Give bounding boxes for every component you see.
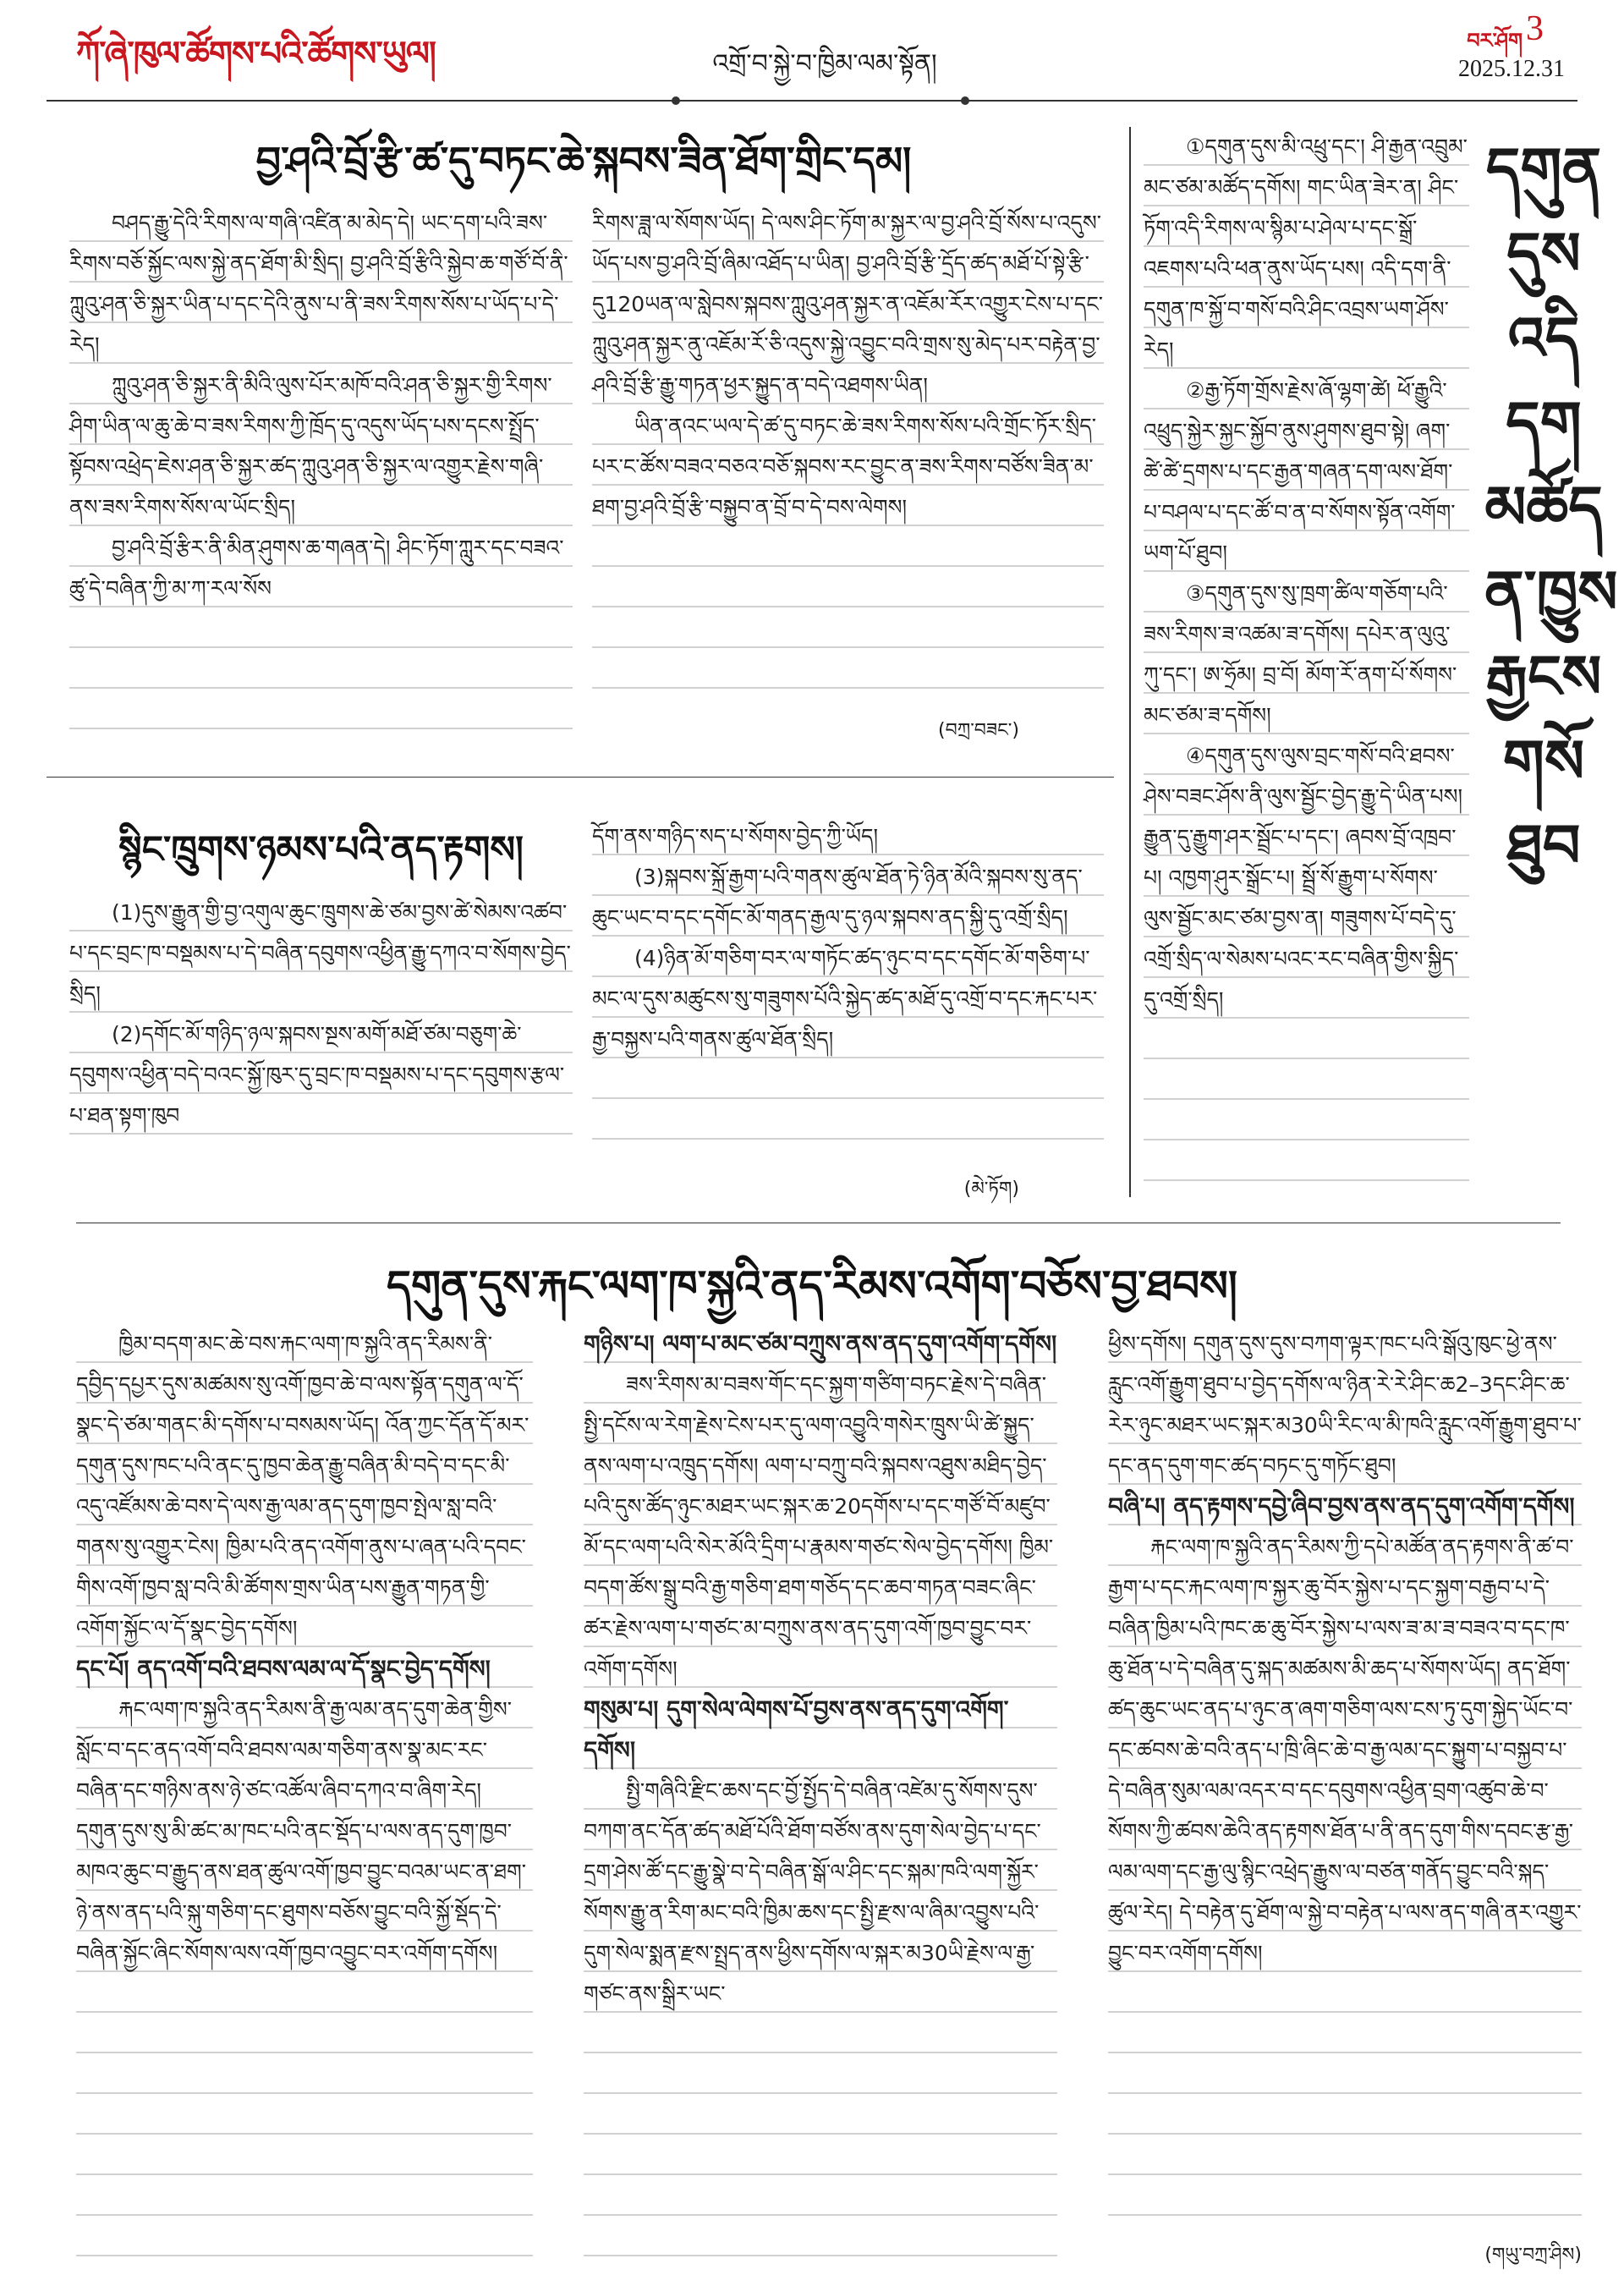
sidebar-body (1144, 127, 1469, 1193)
sidebar-title-line: དག (1506, 388, 1582, 458)
issue-date: 2025.12.31 (1458, 56, 1565, 82)
article2-paragraph: (2)དགོང་མོ་གཉིད་ཉལ་སྐབས་སྔས་མགོ་མཐོ་ཙམ་བཅུག་ཆེ་དབུགས་འཕྱིན་བདེ་བའང་སྐྱོ་ཁུར་དུ་བྲང་ཁ་བསྡམས་པ་དང་དབུགས་རྩལ་པ་ཐན་སྟག་ཁུབ (69, 1022, 565, 1128)
article1-paragraph: ཡིན་ནའང་ཡལ་དེ་ཚ་དུ་བཏང་ཆེ་ཟས་རིགས་སོས་པའི་གྲོང་ཏོར་སྲིད་པར་ང་ཚོས་བཟའ་བཅའ་བཅོ་སྐབས་རང་བྱུང་ན་ཟས་རིགས་བཙོས་ཟིན་མ་ཐག་བྱ་ཤའི་བྲོ་རྩི་བསྐྱུབ་ན་བྲོ་བ་དེ་བས་ལེགས། (592, 414, 1096, 519)
article2-paragraph: (3)སྐབས་སྐྲོ་རྒྱག་པའི་གནས་ཚུལ་ཐོན་ཏེ་ཉིན་མོའི་སྐབས་སུ་ནད་ཆུང་ཡང་བ་དང་དགོང་མོ་གནད་རྒྱལ་དུ་ཉལ་སྐབས་ནད་སྐྱི་དུ་འགྲོ་སྲིད། (592, 865, 1083, 930)
masthead-paper-name: ཀོ་ཞེ་ཁུལ་ཚོགས་པའི་ཚོགས་ཡུལ། (76, 35, 436, 74)
issue-label: བར་ཤོག (1467, 29, 1522, 52)
sidebar-title-line: མཚོད (1484, 473, 1603, 542)
sidebar-divider (1129, 127, 1131, 1197)
sidebar-vertical-title (1484, 127, 1618, 888)
article3-subheading: དང་པོ། ནད་འགོ་བའི་ཐབས་ལམ་ལ་དོ་སྣང་བྱེད་དགོས། (76, 1655, 491, 1683)
sidebar-paragraph: ③དགུན་དུས་སུ་ཁྲག་ཚིལ་གཅོག་པའི་ཟས་རིགས་ཟ་འཚམ་ཟ་དགོས། དཔེར་ན་ལུའུ་ཀུ་དང་། ཨ་ཧྲོམ། བྲ་བོ། མོག་རོ་ནག་པོ་སོགས་མང་ཙམ་ཟ་དགོས། (1144, 581, 1457, 728)
article3-subheading: གསུམ་པ། དུག་སེལ་ལེགས་པོ་བྱས་ནས་ནད་དུག་འགོག་དགོས། (584, 1695, 1009, 1764)
article3-column-1 (76, 1324, 533, 2263)
article3-paragraph: རྐང་ལག་ཁ་སྐྱའི་ནད་རིམས་ཀྱི་དཔེ་མཚོན་ནད་རྟགས་ནི་ཚ་བ་རྒྱག་པ་དང་རྐང་ལག་ཁ་སྐྱར་ཆུ་བོར་སྐྱེས་པ་དང་སྐྱག་བརྒྱབ་པ་དེ་བཞིན་ཁྱིམ་པའི་ཁང་ཆ་ཆུ་བོར་སྐྱེས་པ་ལས་ཟ་མ་ཟ་བཟའ་བ་དང་ཁ་ཆུ་ཐོན་པ་དེ་བཞིན་དུ་སྐད་མཚམས་མི་ཆད་པ་སོགས་ཡོད། ནད་ཐོག་ཚད་ཆུང་ཡང་ནད་པ་ཉུང་ན་ཞག་གཅིག་ལས་ངས་ཏུ་དུག་སྐྱེད་ཡོང་བ་དང་ཚབས་ཆེ་བའི་ནད་པ་ཁྲི་ཞིང་ཆེ་བ་རྒྱ་ལམ་དང་སྐྱུག་པ་བསྐྱབ་པ་དེ་བཞིན་སུམ་ལམ་འདར་བ་དང་དབུགས་འཕྱིན་བྲག་འཚུབ་ཆེ་བ་སོགས་ཀྱི་ཚབས་ཆེའི་ནད་རྟགས་ཐོན་པ་ནི་ནད་དུག་གིས་དབང་རྩ་རྒྱ་ལམ་ལག་དང་རྒྱ་ལུ་སྙིང་འཕྲེད་རྒྱུས་ལ་བཙན་གནོད་བྱུང་བའི་སྐད་ཚུལ་རེད། དེ་བརྟེན་དུ་ཐོག་ལ་སྐྱེ་བ་བརྟེན་པ་ལས་ནད་གཞི་ནར་འགྱུར་བྱུང་བར་འགོག་དགོས། (1108, 1535, 1582, 1965)
article2-column-1 (69, 893, 573, 1163)
article2-paragraph: (4)ཉིན་མོ་གཅིག་བར་ལ་གཏོང་ཚད་ཉུང་བ་དང་དགོང་མོ་གཅིག་པ་མང་ལ་དུས་མཚུངས་སུ་གཟུགས་པོའི་སྐྱེད་ཚད་མཐོ་དུ་འགྲོ་བ་དང་རྐང་པར་རྒྱ་བསྐྱས་པའི་གནས་ཚུལ་ཐོན་སྲིད། (592, 946, 1098, 1052)
article1-paragraph: རིགས་ཟླ་ལ་སོགས་ཡོད། དེ་ལས་ཤིང་ཏོག་མ་སྐྱར་ལ་བྱ་ཤའི་བྲོ་སོས་པ་འདུས་ཡོད་པས་བྱ་ཤའི་བྲོ་ཞིམ་འཐོད་པ་ཡིན། བྱ་ཤའི་བྲོ་རྩི་དྲོད་ཚད་མཐོ་པོ་སྟེ་རྩི་དུ120ཡན་ལ་སླེབས་སྐབས་ཀླུའུ་ཤན་སྐྱར་ན་འཇོམ་རོར་འགྱུར་ངེས་པ་དང་ཀླུའུ་ཤན་སྐྱར་ནུ་འཇོམ་རོ་ཅི་འདུས་སྐྱེ་འབྱུང་བའི་གྲས་སུ་མེད་པར་བརྟེན་བྱ་ཤའི་བྲོ་རྩི་རྒྱུ་གཏན་ཕྱར་སྐྱུད་ན་བདེ་འཐགས་ཡིན། (592, 211, 1103, 398)
article1-byline: (བཀྲ་བཟང་) (938, 720, 1019, 741)
sidebar-title-line: རྒྱངས (1485, 642, 1602, 712)
article3-column-3 (1108, 1324, 1582, 2225)
masthead-rule-dot-right (961, 96, 969, 105)
article1-bottom-rule (47, 777, 1114, 778)
article1-column-2 (592, 203, 1104, 702)
article2-byline: (མེ་ཏོག) (963, 1179, 1019, 1200)
sidebar-title-line: ན་ཁྱུས (1484, 558, 1618, 627)
article3-paragraph: རྐང་ལག་ཁ་སྐྱའི་ནད་རིམས་ནི་རྒྱ་ལམ་ནད་དུག་ཆེན་གྱིས་སློང་བ་དང་ནད་འགོ་བའི་ཐབས་ལམ་གཅིག་ནས་སྣ་མང་རང་བཞིན་དང་གཉིས་ནས་ཉེ་ཙང་འཚོལ་ཞིབ་དཀའ་བ་ཞིག་རེད། དགུན་དུས་སུ་མི་ཚང་མ་ཁང་པའི་ནང་སྡོད་པ་ལས་ནད་དུག་ཁྱབ་མཁའ་ཆུང་བ་རྒྱུད་ནས་ཐན་ཚུལ་འགོ་ཁྱབ་བྱུང་བའམ་ཡང་ན་ཐག་ཉེ་ནས་ནད་པའི་སྐུ་གཅིག་དང་ཐུགས་བཅོས་བྱུང་བའི་སྐྱོ་སྡོད་དེ་བཞིན་སྐྱོང་ཞིང་སོགས་ལས་འགོ་ཁྱབ་འབྱུང་བར་འགོག་དགོས། (76, 1697, 526, 1965)
sidebar-title-line: དུས (1506, 219, 1581, 288)
sidebar-paragraph: ①དགུན་དུས་མི་འཕྲུ་དང་། ཤི་རྒྱན་འབྲུམ་མང་ཙམ་མཚོད་དགོས། གང་ཡིན་ཟེར་ན། ཤིང་ཏོག་འདི་རིགས་ལ་སྙིམ་པ་ཤེལ་པ་དང་སྒྲོ་འཇགས་པའི་ཕན་ནུས་ཡོད་པས། འདི་དག་ནི་དགུན་ཁ་སྐྱོ་བ་གསོ་བའི་ཤིང་འབྲས་ཡག་ཤོས་རེད། (1144, 135, 1468, 362)
article3-paragraph: ཕྱིས་དགོས། དགུན་དུས་དུས་བཀག་ལྟར་ཁང་པའི་སྒོའུ་ཁུང་ཕྱེ་ནས་རླུང་འགོ་རྒྱུག་ཐུབ་པ་བྱེད་དགོས་ལ་ཉིན་རེ་རེ་ཤིང་ཆ2–3དང་ཤིང་ཆ་རེར་ཉུང་མཐར་ཡང་སྐར་མ30ཡི་རིང་ལ་མི་ཁའི་རླུང་འགོ་རྒྱུག་ཐུབ་པ་དང་ནད་དུག་གང་ཚད་བཏང་དུ་གཏོང་ཐུབ། (1108, 1332, 1582, 1478)
article3-headline: དགུན་དུས་རྐང་ལག་ཁ་སྐྱའི་ནད་རིམས་འགོག་བཅོས་བྱ་ཐབས། (387, 1261, 1237, 1311)
article3-subheading: གཉིས་པ། ལག་པ་མང་ཙམ་བཀྲུས་ནས་ནད་དུག་འགོག་དགོས། (584, 1330, 1057, 1358)
sidebar-title-line: གསོ (1502, 727, 1585, 796)
article3-subheading: བཞི་པ། ནད་རྟགས་དབྱེ་ཞིབ་བྱས་ནས་ནད་དུག་འགོག་དགོས། (1108, 1492, 1575, 1520)
masthead-section: འགྲོ་བ་སྐྱེ་བ་ཁྱིམ་ལམ་སྟོན། (712, 49, 937, 79)
article3-column-2 (584, 1324, 1057, 2263)
article3-byline: (གཡུ་བཀྲ་ཤིས) (1484, 2245, 1582, 2266)
article2-paragraph: དོག་ནས་གཉིད་སད་པ་སོགས་བྱེད་ཀྱི་ཡོད། (592, 824, 879, 849)
article1-paragraph: ཀླུའུ་ཤན་ཅི་སྐྱར་ནི་མིའི་ལུས་པོར་མཁོ་བའི་ཤན་ཅི་སྐྱར་གྱི་རིགས་ཤིག་ཡིན་ལ་ཆུ་ཆེ་བ་ཟས་རིགས་ཀྱི་ཁྲོད་དུ་འདུས་ཡོད་པས་དངས་སྤྲོད་སྟོབས་འཕྲེད་ཇེས་ཤན་ཅི་སྐྱར་ཚད་ཀླུའུ་ཤན་ཅི་སྐྱར་ལ་འགྱུར་རྗེས་གཞི་ནས་ཟས་རིགས་སོས་ལ་ཡོང་སྲིད། (69, 373, 552, 519)
article1-paragraph: བཤད་རྒྱུ་དེའི་རིགས་ལ་གཞི་འཛིན་མ་མེད་དེ། ཡང་དག་པའི་ཟས་རིགས་བཅོ་སྐྱོང་ལས་སྐྱེ་ནད་ཐོག་མི་སྲིད། བྱ་ཤའི་བྲོ་རྩིའི་སྐྱེབ་ཆ་གཙོ་བོ་ནི་ཀླུའུ་ཤན་ཅི་སྐྱར་ཡིན་པ་དང་དེའི་ནུས་པ་ནི་ཟས་རིགས་སོས་པ་ཡོད་པ་དེ་རེད། (69, 211, 568, 357)
sidebar-paragraph: ④དགུན་དུས་ལུས་བྲང་གསོ་བའི་ཐབས་ཤེས་བཟང་ཤོས་ནི་ལུས་སྦྱོང་བྱེད་རྒྱུ་དེ་ཡིན་པས། རྒྱུན་དུ་རྒྱུག་ཤར་སྦྲོང་པ་དང་། ཞབས་བྲོ་འཁྲབ་པ། འཁྱག་ཤུར་སྒྲོང་པ། སྦྲོ་སོ་རྒྱུག་པ་སོགས་ལུས་སྦྱོང་མང་ཙམ་བྱས་ན། གཟུགས་པོ་བདེ་དུ་འགྲོ་སྲིད་ལ་སེམས་པའང་རང་བཞིན་གྱིས་སྐྱིད་དུ་འགྲོ་སྲིད། (1144, 744, 1463, 1012)
page-number: 3 (1526, 9, 1544, 48)
sidebar-title-line: འདི (1507, 304, 1580, 373)
article2-paragraph: (1)དུས་རྒྱུན་གྱི་བྱ་འགུལ་ཆུང་ཁྲུགས་ཆེ་ཙམ་བྱས་ཚེ་སེམས་འཚབ་པ་དང་བྲང་ཁ་བསྡམས་པ་དེ་བཞིན་དབུགས་འཕྱིན་རྒྱུ་དཀའ་བ་སོགས་བྱེད་སྲིད། (69, 900, 571, 1006)
sidebar-title-line: དགུན (1485, 135, 1602, 204)
article3-paragraph: ཁྱིམ་བདག་མང་ཆེ་བས་རྐང་ལག་ཁ་སྐྱའི་ནད་རིམས་ནི་དབྱིད་དཔྱར་དུས་མཚམས་སུ་འགོ་ཁྱབ་ཆེ་བ་ལས་སྟོན་དགུན་ལ་དོ་སྣང་དེ་ཙམ་གནང་མི་དགོས་པ་བསམས་ཡོད། འོན་ཀྱང་དོན་དོ་མར་དགུན་དུས་ཁང་པའི་ནང་དུ་ཁྱབ་ཆེན་རྒྱུ་བཞིན་མི་བདེ་བ་དང་མི་འདུ་འཛོམས་ཆེ་བས་དེ་ལས་རྒྱ་ལམ་ནད་དུག་ཁྱབ་སྤེལ་སླ་བའི་གནས་སུ་འགྱུར་ངེས། ཁྱིམ་པའི་ནད་འགོག་ནུས་པ་ཞན་པའི་དབང་གིས་འགོ་ཁྱབ་སླ་བའི་མི་ཚོགས་གྲས་ཡིན་པས་རྒྱུན་གཏན་གྱི་འགོག་སྐྱོང་ལ་དོ་སྣང་བྱེད་དགོས། (76, 1332, 529, 1640)
article3-paragraph: ཟས་རིགས་མ་བཟས་གོང་དང་སྐྱག་གཙིག་བཏང་རྗེས་དེ་བཞིན་སྤྱི་དངོས་ལ་རེག་རྗེས་ངེས་པར་དུ་ལག་འབྱུའི་གསེར་ཁྲུས་ཡི་ཚེ་སྐྱུད་ནས་ལག་པ་འཁྲུད་དགོས། ལག་པ་བཀྲུ་བའི་སྐབས་འཐུས་མཐིད་བྱེད་པའི་དུས་ཚོད་ཉུང་མཐར་ཡང་སྐར་ཆ་20དགོས་པ་དང་གཙོ་བོ་མཛུབ་མོ་དང་ལག་པའི་སེར་མོའི་དྲིག་པ་རྣམས་གཙང་སེལ་བྱེད་དགོས། ཁྱིམ་བདག་ཚོས་སྒྲུ་བའི་རྒྱ་གཅིག་ཐག་གཅོད་དང་ཆབ་གཏན་བཟང་ཞིང་ཚར་རྗེས་ལག་པ་གཙང་མ་བཀྲུས་ནས་ནད་དུག་འགོ་ཁྱབ་བྱུང་བར་འགོག་དགོས། (584, 1372, 1054, 1681)
article1-paragraph: བྱ་ཤའི་བྲོ་རྩིར་ནི་མིན་ཤུགས་ཆ་གཞན་དེ། ཤིང་ཏོག་ཀླུར་དང་བཟའ་ཚུ་དེ་བཞིན་ཀྱི་མ་ཀ་རལ་སོས (69, 536, 564, 601)
masthead-rule-dot-left (672, 96, 680, 105)
sidebar-title-line: ཐུབ (1506, 811, 1581, 881)
article1-column-1 (69, 203, 573, 745)
article2-headline: སྙིང་ཁྲུགས་ཉམས་པའི་ནད་རྟགས། (118, 828, 524, 871)
masthead-rule (47, 100, 1577, 102)
article2-column-2 (592, 816, 1104, 1172)
article3-paragraph: སྤྱི་གཞིའི་རྫིང་ཆས་དང་བྱོ་སྤྱོད་དེ་བཞིན་འཛེམ་དུ་སོགས་དུས་བཀག་ནང་དོན་ཚད་མཐོ་པོའི་ཐོག་བཙོས་ནས་དུག་སེལ་བྱེད་པ་དང་དྲག་ཤེས་ཚོ་དང་རྒྱུ་སྣེ་བ་དེ་བཞིན་སྒོ་ལ་ཤིང་དང་སྐམ་ཁའི་ལག་སྐྱོར་སོགས་རྒྱུ་ན་རིག་མང་བའི་ཁྱིམ་ཆས་དང་སྤྱི་རྫས་ལ་ཞིམ་འབྱུས་པའི་དུག་སེལ་སྨན་རྫས་སྤྲད་ནས་ཕྱིས་དགོས་ལ་སྐར་མ30ཡི་རྗེས་ལ་རྒྱ་གཙང་ནས་སྒྲིར་ཡང་ (584, 1778, 1041, 2006)
sidebar-paragraph: ②རྒྱ་ཏོག་གྲོས་རྗེས་ཞོ་ལྷག་ཚེ། ཕོ་རྒྱུའི་འཕྲུད་སྐྱེར་སྐྱང་སྐྱོབ་ནུས་ཤུགས་ཐུབ་སྟེ། ཞག་ཚེ་ཚེ་དྲགས་པ་དང་རྒྱན་གཞན་དག་ལས་ཐོག་པ་བཤལ་པ་དང་ཚོ་བ་ན་བ་སོགས་སྟོན་འགོག་ཡག་པོ་ཐུབ། (1144, 378, 1456, 565)
article1-headline: བྱ་ཤའི་བྲོ་རྩི་ཚ་དུ་བཏང་ཆེ་སྐབས་ཟིན་ཐོག་གྲིང་དམ། (255, 138, 912, 184)
